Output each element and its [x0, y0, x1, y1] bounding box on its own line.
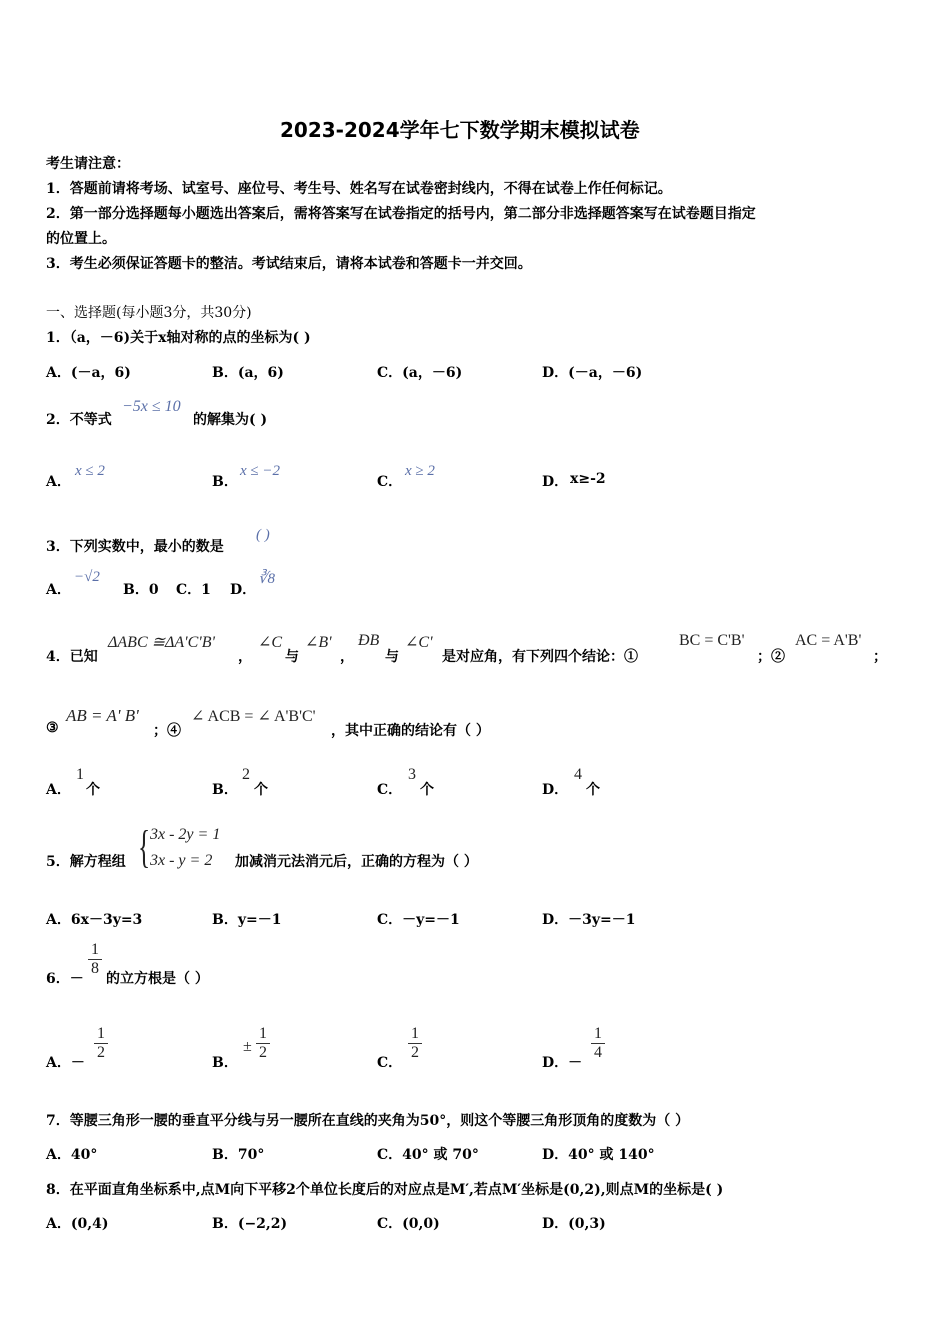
fraction-numerator: 1	[91, 941, 99, 958]
fraction-denominator: 2	[411, 1044, 419, 1061]
q8-option-d[interactable]: D．(0,3)	[542, 1216, 606, 1232]
q4-option-b-num[interactable]: 2	[242, 766, 250, 783]
q6-fraction	[87, 941, 103, 978]
question-2-stem: 2．不等式	[46, 412, 112, 428]
notice-heading: 考生请注意：	[46, 156, 130, 172]
q4-sep: ；④	[153, 723, 181, 739]
page-title: 2023-2024学年七下数学期末模拟试卷	[280, 118, 640, 142]
q4-option-d-unit[interactable]: 个	[586, 782, 600, 798]
question-8-stem: 8．在平面直角坐标系中,点M向下平移2个单位长度后的对应点是M′,若点M′坐标是(0,2),则点M的坐标是( )	[46, 1182, 724, 1198]
q2-option-a-math[interactable]: x ≤ 2	[75, 463, 105, 479]
q4-with: 与	[285, 649, 299, 665]
q8-option-c[interactable]: C．(0,0)	[377, 1216, 440, 1232]
q2-option-b-math[interactable]: x ≤ −2	[240, 463, 281, 479]
q4-option-b-unit[interactable]: 个	[254, 782, 268, 798]
q4-conclusion-3: AB = A' B'	[66, 706, 139, 725]
question-1-stem: 1．（a，－6)关于x轴对称的点的坐标为( )	[46, 330, 311, 346]
q6-option-d-label[interactable]: D．－	[542, 1055, 583, 1071]
q4-option-d-label[interactable]: D．	[542, 782, 569, 798]
q5-option-c[interactable]: C．－y=－1	[377, 912, 460, 928]
notice-item: 3．考生必须保证答题卡的整洁。考试结束后，请将本试卷和答题卡一并交回。	[46, 256, 532, 272]
q2-option-a-label[interactable]: A．	[46, 474, 71, 490]
q4-sep: ；②	[757, 649, 785, 665]
fraction-denominator: 2	[97, 1044, 105, 1061]
q8-option-a[interactable]: A．(0,4)	[46, 1216, 109, 1232]
q2-option-c-math[interactable]: x ≥ 2	[405, 463, 435, 479]
q7-option-d[interactable]: D．40° 或 140°	[542, 1147, 655, 1163]
fraction-numerator: 1	[259, 1025, 267, 1042]
q3-option-d-math[interactable]: ∛8	[258, 571, 276, 587]
q7-option-c[interactable]: C．40° 或 70°	[377, 1147, 479, 1163]
q2-option-d-label[interactable]: D．	[542, 474, 569, 490]
q6-option-c-fraction[interactable]	[407, 1025, 423, 1062]
q4-option-a-label[interactable]: A．	[46, 782, 71, 798]
q3-option-c[interactable]: C．1	[176, 582, 211, 598]
question-2-stem-end: 的解集为( )	[193, 412, 268, 428]
q6-option-b-label[interactable]: B．	[212, 1055, 238, 1071]
q6-option-a-label[interactable]: A．－	[46, 1055, 85, 1071]
q4-angle-b: ÐB	[358, 632, 380, 649]
q4-circle-3: ③	[46, 720, 59, 736]
q1-option-d[interactable]: D．(－a，－6)	[542, 365, 643, 381]
q4-angle-c: ∠C	[258, 634, 283, 651]
notice-item: 的位置上。	[46, 231, 116, 247]
q2-option-c-label[interactable]: C．	[377, 474, 403, 490]
q8-option-b[interactable]: B．(−2,2)	[212, 1216, 288, 1232]
fraction-numerator: 1	[594, 1025, 602, 1042]
q4-stem-end: ，其中正确的结论有（ ）	[331, 723, 490, 739]
q5-option-d[interactable]: D．－3y=－1	[542, 912, 636, 928]
question-6-stem: 6．－	[46, 971, 84, 987]
q7-option-a[interactable]: A．40°	[46, 1147, 98, 1163]
question-5-stem-end: 加减消元法消元后，正确的方程为（ ）	[235, 854, 478, 870]
q3-option-b[interactable]: B．0	[123, 582, 159, 598]
q6-option-b-fraction[interactable]	[255, 1025, 271, 1062]
q6-option-a-fraction[interactable]	[93, 1025, 109, 1062]
q4-option-d-num[interactable]: 4	[574, 766, 582, 783]
q5-equation-1: 3x - 2y = 1	[150, 826, 221, 843]
q6-option-d-fraction[interactable]	[590, 1025, 606, 1062]
q1-option-c[interactable]: C．(a，－6)	[377, 365, 463, 381]
q4-congruence: ΔABC ≅ΔA'C'B'	[108, 634, 215, 651]
q4-sep: ，	[238, 649, 252, 665]
q7-option-b[interactable]: B．70°	[212, 1147, 265, 1163]
q3-option-a-math[interactable]: −√2	[74, 569, 100, 585]
notice-item: 1．答题前请将考场、试室号、座位号、考生号、姓名写在试卷密封线内，不得在试卷上作任何标记。	[46, 181, 672, 197]
question-6-stem-end: 的立方根是（ ）	[106, 971, 209, 987]
q4-option-c-unit[interactable]: 个	[420, 782, 434, 798]
fraction-numerator: 1	[411, 1025, 419, 1042]
question-5-stem: 5．解方程组	[46, 854, 126, 870]
fraction-denominator: 2	[259, 1044, 267, 1061]
q4-option-a-unit[interactable]: 个	[86, 782, 100, 798]
q4-option-b-label[interactable]: B．	[212, 782, 238, 798]
q4-conclusion-4: ∠ ACB = ∠ A'B'C'	[191, 708, 316, 725]
q4-stem-mid: 是对应角，有下列四个结论：①	[442, 649, 638, 665]
q3-answer-paren: ( )	[256, 527, 270, 543]
fraction-denominator: 8	[91, 960, 99, 977]
q4-option-c-label[interactable]: C．	[377, 782, 403, 798]
notice-item: 2．第一部分选择题每小题选出答案后，需将答案写在试卷指定的括号内，第二部分非选择题答案写在试卷题目指定	[46, 206, 756, 222]
q6-option-b-plusminus[interactable]: ±	[243, 1038, 252, 1055]
fraction-numerator: 1	[97, 1025, 105, 1042]
question-7-stem: 7．等腰三角形一腰的垂直平分线与另一腰所在直线的夹角为50°，则这个等腰三角形顶角的度数为（ ）	[46, 1113, 690, 1129]
q4-conclusion-2: AC = A'B'	[795, 632, 862, 649]
q5-option-a[interactable]: A．6x－3y=3	[46, 912, 143, 928]
q1-option-b[interactable]: B．(a，6)	[212, 365, 284, 381]
q1-option-a[interactable]: A．(－a，6)	[46, 365, 131, 381]
q4-angle-c-prime: ∠C'	[405, 634, 433, 651]
q4-sep: ；	[873, 649, 887, 665]
q2-option-d-text[interactable]: x≥-2	[570, 471, 606, 487]
q2-inequality: −5x ≤ 10	[122, 398, 181, 415]
q4-sep: ，	[340, 649, 354, 665]
q5-option-b[interactable]: B．y=－1	[212, 912, 282, 928]
q4-conclusion-1: BC = C'B'	[679, 632, 745, 649]
q3-option-d-label[interactable]: D．	[230, 582, 257, 598]
q4-option-a-num[interactable]: 1	[76, 766, 84, 783]
q5-equation-2: 3x - y = 2	[150, 852, 213, 869]
q3-option-a-label[interactable]: A．	[46, 582, 71, 598]
q5-system-brace: {	[138, 821, 151, 872]
question-4-stem: 4．已知	[46, 649, 98, 665]
section-heading: 一、选择题(每小题3分，共30分)	[46, 305, 252, 321]
q2-option-b-label[interactable]: B．	[212, 474, 238, 490]
q6-option-c-label[interactable]: C．	[377, 1055, 403, 1071]
question-3-stem: 3．下列实数中，最小的数是	[46, 539, 224, 555]
q4-option-c-num[interactable]: 3	[408, 766, 416, 783]
q4-angle-b-prime: ∠B'	[305, 634, 332, 651]
fraction-denominator: 4	[594, 1044, 602, 1061]
q4-with: 与	[385, 649, 399, 665]
